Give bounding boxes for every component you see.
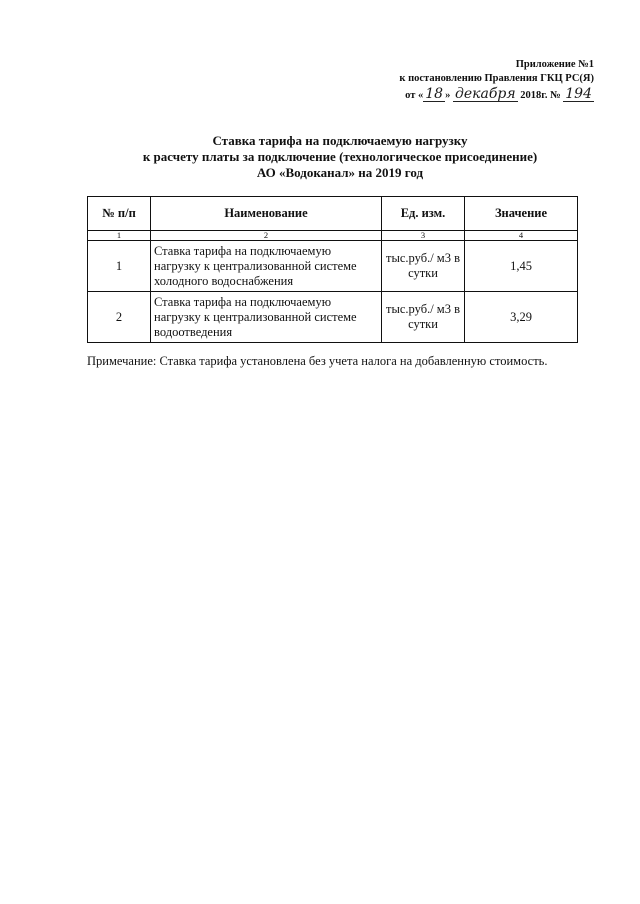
title-line-3: АО «Водоканал» на 2019 год <box>256 165 424 180</box>
column-number-row <box>88 231 578 241</box>
table-row <box>88 241 578 292</box>
row-index: 2 <box>88 292 151 343</box>
row-value: 3,29 <box>465 292 578 343</box>
title-line-2: к расчету платы за подключение (технологическое присоединение) <box>142 149 538 164</box>
appendix-label: Приложение №1 <box>515 59 594 70</box>
handwritten-day: 18 <box>425 86 444 102</box>
footnote: Примечание: Ставка тарифа установлена без учета налога на добавленную стоимость. <box>87 354 548 368</box>
header-unit: Ед. изм. <box>382 197 465 231</box>
date-prefix: от « <box>405 90 424 101</box>
column-number: 4 <box>465 231 578 241</box>
title-line-1: Ставка тарифа на подключаемую нагрузку <box>212 133 468 148</box>
handwritten-month: декабря <box>454 86 516 102</box>
resolution-date-line <box>294 87 594 103</box>
row-index: 1 <box>88 241 151 292</box>
year-part: 2018г. № <box>517 90 564 101</box>
header-name: Наименование <box>151 197 382 231</box>
row-unit: тыс.руб./ м3 в сутки <box>382 292 465 343</box>
table-header-row <box>88 197 578 231</box>
header-value: Значение <box>465 197 578 231</box>
handwritten-number: 194 <box>565 86 592 102</box>
row-name: Ставка тарифа на подключаемую нагрузку к централизованной системе холодного водоснабжения <box>151 241 382 292</box>
appendix-header <box>294 58 594 103</box>
row-name: Ставка тарифа на подключаемую нагрузку к централизованной системе водоотведения <box>151 292 382 343</box>
header-index: № п/п <box>88 197 151 231</box>
document-title <box>60 133 620 181</box>
column-number: 1 <box>88 231 151 241</box>
table-row <box>88 292 578 343</box>
date-mid: » <box>445 90 453 101</box>
column-number: 2 <box>151 231 382 241</box>
row-value: 1,45 <box>465 241 578 292</box>
tariff-table <box>87 196 578 343</box>
resolution-label: к постановлению Правления ГКЦ РС(Я) <box>399 73 594 84</box>
row-unit: тыс.руб./ м3 в сутки <box>382 241 465 292</box>
column-number: 3 <box>382 231 465 241</box>
